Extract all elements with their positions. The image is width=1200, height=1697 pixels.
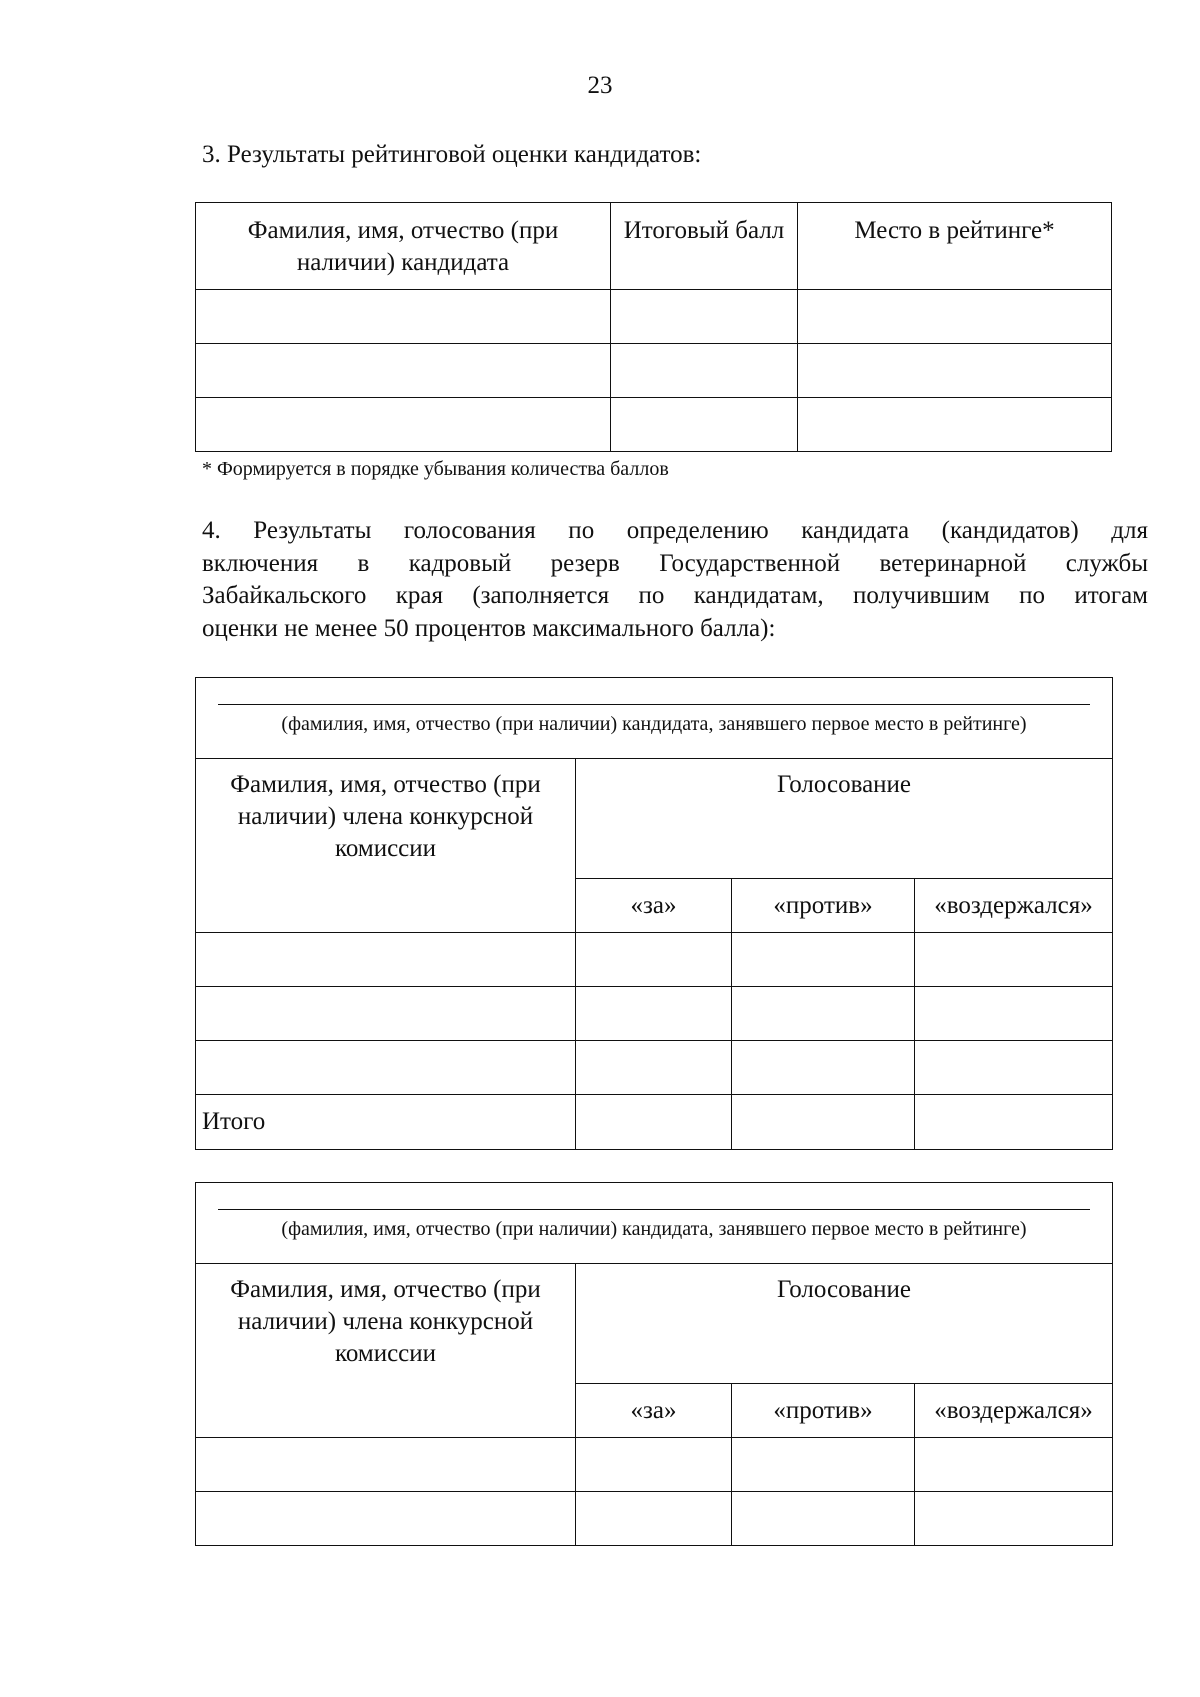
paragraph-line: Забайкальского края (заполняется по кандидатам, получившим по итогам bbox=[202, 582, 1148, 609]
vote-for-cell[interactable] bbox=[576, 987, 732, 1041]
vote-abstain-cell[interactable] bbox=[915, 1041, 1113, 1095]
rating-footnote: * Формируется в порядке убывания количества баллов bbox=[202, 458, 669, 480]
score-cell[interactable] bbox=[611, 290, 798, 344]
member-name-header: Фамилия, имя, отчество (при наличии) члена конкурсной комиссии bbox=[196, 759, 576, 933]
column-header-rating-place: Место в рейтинге* bbox=[798, 203, 1112, 290]
vote-abstain-cell[interactable] bbox=[915, 1438, 1113, 1492]
candidate-name-cell[interactable] bbox=[196, 344, 611, 398]
vote-against-cell[interactable] bbox=[732, 1492, 915, 1546]
member-name-cell[interactable] bbox=[196, 1492, 576, 1546]
voting-table-2 bbox=[195, 1182, 1113, 1546]
rating-table bbox=[195, 202, 1112, 452]
vote-abstain-cell[interactable] bbox=[915, 933, 1113, 987]
place-cell[interactable] bbox=[798, 290, 1112, 344]
voting-header: Голосование bbox=[576, 759, 1113, 879]
score-cell[interactable] bbox=[611, 344, 798, 398]
voting-header: Голосование bbox=[576, 1264, 1113, 1384]
table-row bbox=[196, 987, 1113, 1041]
voting-table-1 bbox=[195, 677, 1113, 1150]
table-row bbox=[196, 290, 1112, 344]
member-name-cell[interactable] bbox=[196, 1041, 576, 1095]
vote-for-cell[interactable] bbox=[576, 1438, 732, 1492]
table-row bbox=[196, 1492, 1113, 1546]
section-3-heading: 3. Результаты рейтинговой оценки кандидатов: bbox=[202, 141, 702, 168]
candidate-caption: (фамилия, имя, отчество (при наличии) кандидата, занявшего первое место в рейтинге) bbox=[281, 1218, 1027, 1240]
total-against-cell[interactable] bbox=[732, 1095, 915, 1150]
member-name-header: Фамилия, имя, отчество (при наличии) члена конкурсной комиссии bbox=[196, 1264, 576, 1438]
vote-against-cell[interactable] bbox=[732, 987, 915, 1041]
section-4-paragraph bbox=[202, 515, 1148, 645]
vote-for-cell[interactable] bbox=[576, 933, 732, 987]
vote-option-for: «за» bbox=[576, 1384, 732, 1438]
member-name-cell[interactable] bbox=[196, 987, 576, 1041]
total-for-cell[interactable] bbox=[576, 1095, 732, 1150]
table-row bbox=[196, 933, 1113, 987]
paragraph-line: оценки не менее 50 процентов максимального балла): bbox=[202, 614, 776, 642]
vote-option-for: «за» bbox=[576, 879, 732, 933]
vote-option-against: «против» bbox=[732, 879, 915, 933]
total-abstain-cell[interactable] bbox=[915, 1095, 1113, 1150]
paragraph-line: включения в кадровый резерв Государственной ветеринарной службы bbox=[202, 549, 1148, 577]
place-cell[interactable] bbox=[798, 344, 1112, 398]
total-row bbox=[196, 1095, 1113, 1150]
vote-for-cell[interactable] bbox=[576, 1041, 732, 1095]
page-number: 23 bbox=[587, 72, 613, 99]
place-cell[interactable] bbox=[798, 398, 1112, 452]
candidate-name-cell[interactable] bbox=[196, 398, 611, 452]
candidate-name-cell[interactable] bbox=[196, 1183, 1113, 1264]
vote-option-abstain: «воздержался» bbox=[915, 1384, 1113, 1438]
column-header-candidate-name: Фамилия, имя, отчество (при наличии) кандидата bbox=[196, 203, 611, 290]
score-cell[interactable] bbox=[611, 398, 798, 452]
table-row bbox=[196, 344, 1112, 398]
table-row bbox=[196, 1438, 1113, 1492]
candidate-name-cell[interactable] bbox=[196, 678, 1113, 759]
vote-against-cell[interactable] bbox=[732, 933, 915, 987]
column-header-total-score: Итоговый балл bbox=[611, 203, 798, 290]
member-name-cell[interactable] bbox=[196, 1438, 576, 1492]
table-row bbox=[196, 1041, 1113, 1095]
vote-option-abstain: «воздержался» bbox=[915, 879, 1113, 933]
vote-against-cell[interactable] bbox=[732, 1438, 915, 1492]
vote-for-cell[interactable] bbox=[576, 1492, 732, 1546]
total-label: Итого bbox=[196, 1095, 576, 1150]
candidate-caption: (фамилия, имя, отчество (при наличии) кандидата, занявшего первое место в рейтинге) bbox=[281, 713, 1027, 735]
vote-against-cell[interactable] bbox=[732, 1041, 915, 1095]
member-name-cell[interactable] bbox=[196, 933, 576, 987]
paragraph-line: 4. Результаты голосования по определению кандидата (кандидатов) для bbox=[202, 517, 1148, 544]
vote-option-against: «против» bbox=[732, 1384, 915, 1438]
vote-abstain-cell[interactable] bbox=[915, 987, 1113, 1041]
vote-abstain-cell[interactable] bbox=[915, 1492, 1113, 1546]
table-row bbox=[196, 398, 1112, 452]
candidate-name-cell[interactable] bbox=[196, 290, 611, 344]
